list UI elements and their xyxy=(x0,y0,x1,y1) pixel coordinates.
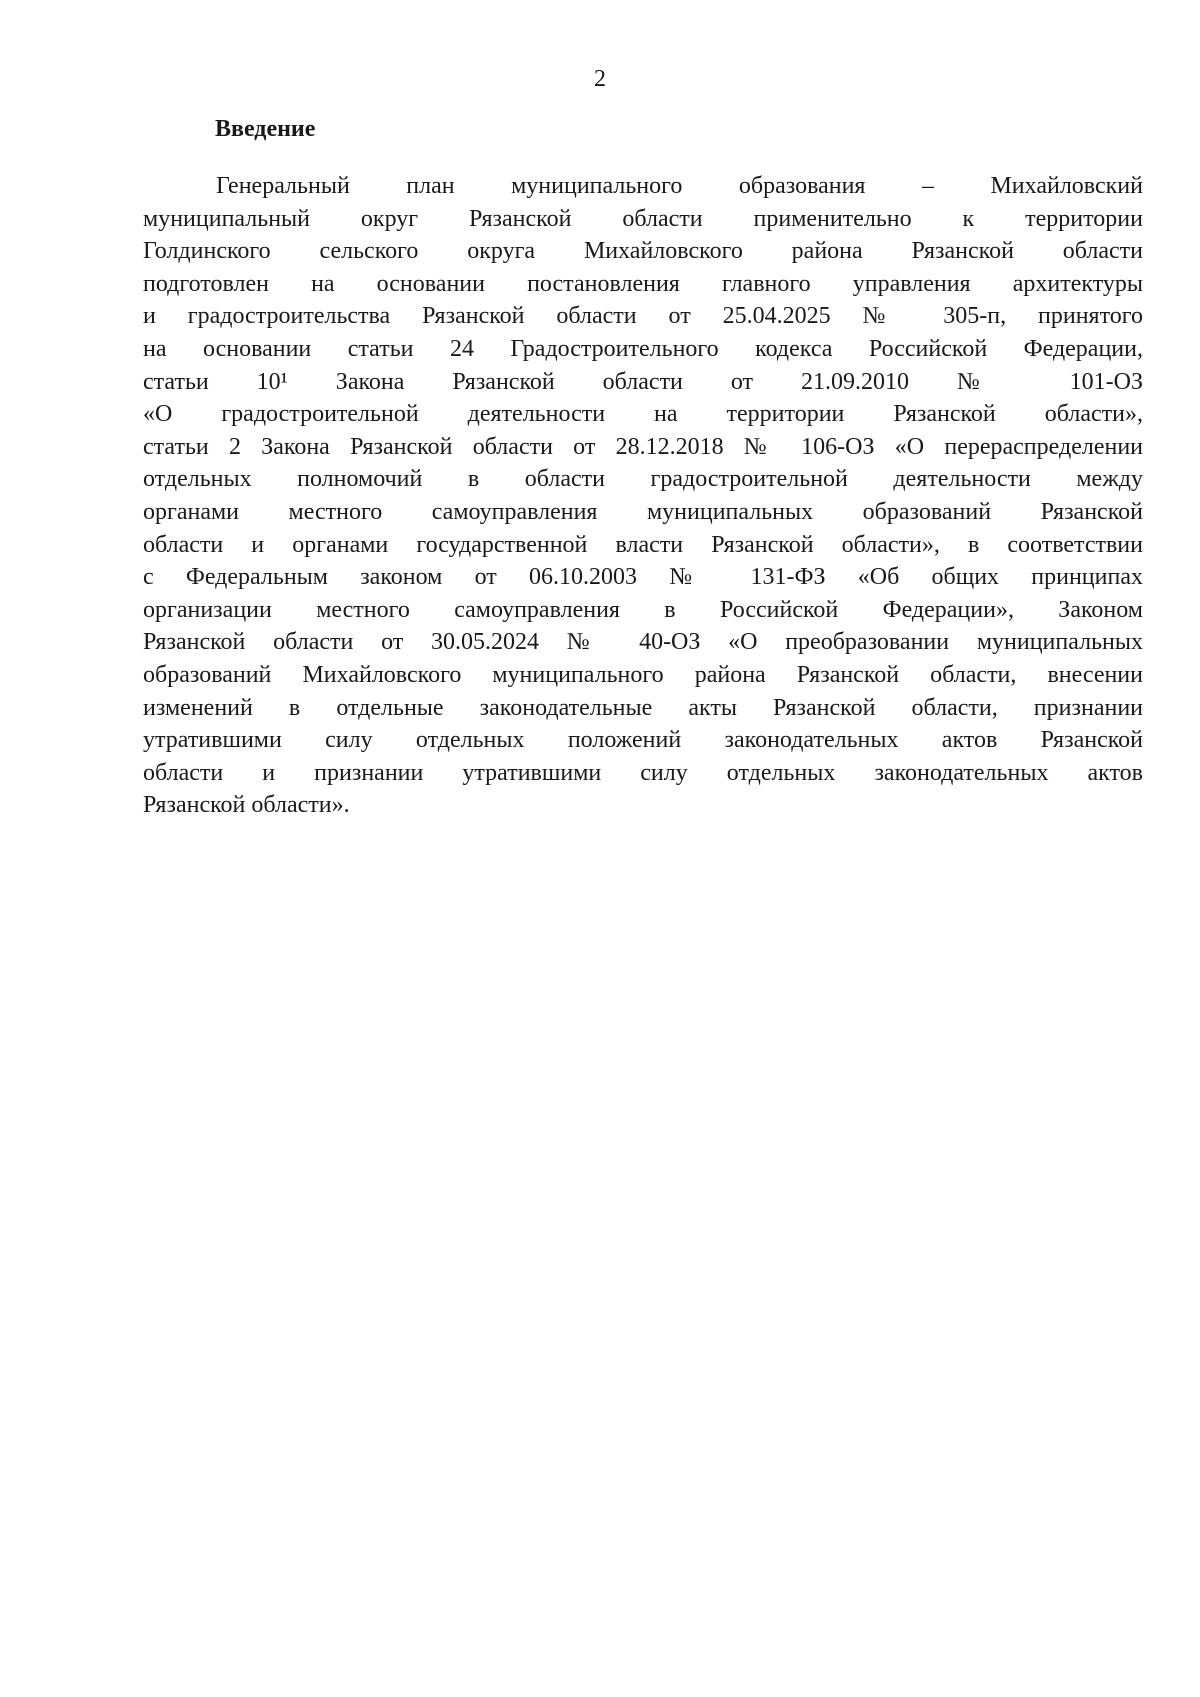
paragraph-line: Генеральный план муниципального образования – Михайловский xyxy=(216,173,1143,199)
paragraph-line: Голдинского сельского округа Михайловского района Рязанской области xyxy=(143,238,1143,265)
paragraph-line: статьи 2 Закона Рязанской области от 28.12.2018 № 106-ОЗ «О перераспределении xyxy=(143,433,1143,460)
paragraph-line: Рязанской области от 30.05.2024 № 40-ОЗ «О преобразовании муниципальных xyxy=(143,629,1143,656)
paragraph-line: на основании статьи 24 Градостроительного кодекса Российской Федерации, xyxy=(143,335,1143,362)
paragraph-line: области и признании утратившими силу отдельных законодательных актов xyxy=(143,759,1143,786)
paragraph-line: отдельных полномочий в области градостроительной деятельности между xyxy=(143,466,1143,493)
page-number: 2 xyxy=(594,66,606,92)
paragraph-line: муниципальный округ Рязанской области применительно к территории xyxy=(143,205,1143,232)
paragraph-line: и градостроительства Рязанской области от 25.04.2025 № 305-п, принятого xyxy=(143,303,1143,330)
paragraph-line: органами местного самоуправления муниципальных образований Рязанской xyxy=(143,498,1143,525)
paragraph-line: с Федеральным законом от 06.10.2003 № 131-ФЗ «Об общих принципах xyxy=(143,564,1143,591)
paragraph-line: изменений в отдельные законодательные акты Рязанской области, признании xyxy=(143,694,1143,721)
paragraph-line: Рязанской области». xyxy=(143,792,350,819)
paragraph-line: утратившими силу отдельных положений законодательных актов Рязанской xyxy=(143,727,1143,754)
section-heading: Введение xyxy=(215,116,316,142)
paragraph-line: области и органами государственной власти Рязанской области», в соответствии xyxy=(143,531,1143,558)
paragraph-line: подготовлен на основании постановления главного управления архитектуры xyxy=(143,270,1143,297)
body-paragraph xyxy=(143,170,1143,822)
paragraph-line: статьи 10¹ Закона Рязанской области от 21.09.2010 № 101-ОЗ xyxy=(143,368,1143,395)
paragraph-line: образований Михайловского муниципального района Рязанской области, внесении xyxy=(143,661,1143,688)
paragraph-line: организации местного самоуправления в Российской Федерации», Законом xyxy=(143,596,1143,623)
paragraph-line: «О градостроительной деятельности на территории Рязанской области», xyxy=(143,401,1143,428)
